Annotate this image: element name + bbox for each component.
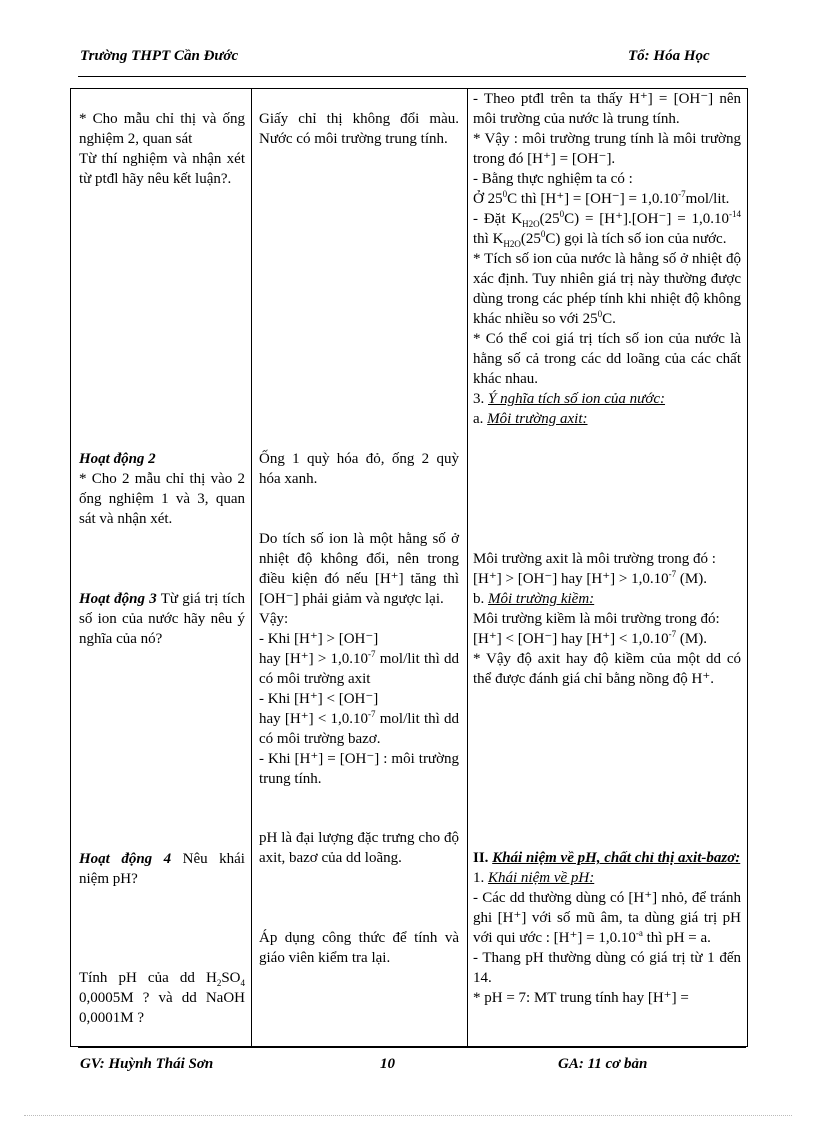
footer-rule: [78, 1047, 746, 1048]
ph-concept-heading: Khái niệm về pH:: [488, 870, 595, 886]
activity-2-text: * Cho 2 mẫu chỉ thị vào 2 ống nghiệm 1 và 3, quan sát và nhận xét.: [79, 471, 245, 527]
lesson-content-bottom: II. Khái niệm về pH, chất chỉ thị axit-bazơ: 1. Khái niệm về pH: - Các dd thường dùng có [H⁺] nhỏ, để tránh ghi [H⁺] với số mũ âm, ta dùng giá trị pH với qui ước : $[H^+] = 1,0.10^{-a}$ thì pH = a. - Thang pH thường dùng có giá trị từ 1 đến 14. * pH = 7: MT trung tính hay [H⁺] =: [473, 850, 741, 1006]
school-name: Trường THPT Cần Đước: [80, 48, 239, 64]
department-name: Tổ: Hóa Học: [628, 48, 710, 64]
student-answer-5: Áp dụng công thức để tính và giáo viên kiểm tra lại.: [259, 930, 459, 966]
page-edge: [24, 1115, 792, 1116]
activity-4: [79, 849, 245, 889]
lesson-table: [70, 88, 748, 1047]
activity-3: [79, 589, 245, 649]
activity-4-title: Hoạt động 4: [79, 851, 172, 867]
section-2-heading: Khái niệm về pH, chất chỉ thị axit-bazơ:: [492, 850, 741, 866]
student-obs-2: Ống 1 quỳ hóa đỏ, ống 2 quỳ hóa xanh.: [259, 451, 459, 487]
activity-2: [79, 449, 245, 529]
activity-3-text: Từ giá trị tích số ion của nước hãy nêu ý nghĩa của nó?: [79, 591, 245, 647]
activity-2-title: Hoạt động 2: [79, 451, 156, 467]
activity-3-title: Hoạt động 3: [79, 591, 157, 607]
column-divider: [251, 89, 252, 1046]
activity-1-text: * Cho mẫu chỉ thị và ống nghiệm 2, quan sát Từ thí nghiệm và nhận xét từ ptđl hãy nêu kết luận?.: [79, 111, 245, 187]
student-answer-3: Do tích số ion là một hằng số ở nhiệt độ không đổi, nên trong điều kiện đó nếu [H⁺] tăng thì [OH⁻] phải giảm và ngược lại. Vậy: - Khi [H⁺] > [OH⁻] hay $[H^+] > 1,0.10^{-7}$ mol/lit thì dd có môi trường axit - Khi [H⁺] < [OH⁻] hay $[H^+] < 1,0.10^{-7}$ mol/lit thì dd có môi trường bazơ. - Khi [H⁺] = [OH⁻] : môi trường trung tính.: [259, 531, 460, 787]
teacher-name: GV: Huỳnh Thái Sơn: [80, 1056, 214, 1072]
page-number: 10: [380, 1056, 395, 1072]
student-answer-4: pH là đại lượng đặc trưng cho độ axit, bazơ của dd loãng.: [259, 830, 459, 866]
exercise-question: Tính pH của dd $H_2SO_4$ 0,0005M ? và dd NaOH 0,0001M ?: [79, 970, 245, 1026]
student-obs-1: Giấy chỉ thị không đổi màu. Nước có môi trường trung tính.: [259, 111, 459, 147]
header-rule: [78, 76, 746, 77]
section-3-heading: Ý nghĩa tích số ion của nước:: [488, 391, 666, 407]
lesson-content-mid: Môi trường axit là môi trường trong đó : [H⁺] > [OH⁻] hay $[H^+] > 1,0.10^{-7}$ (M). b. Môi trường kiềm: Môi trường kiềm là môi trường trong đó: [H⁺] < [OH⁻] hay $[H^+] < 1,0.10^{-7}$ (M). * Vậy độ axit hay độ kiềm của một dd có thể được đánh giá chỉ bằng nồng độ H⁺.: [473, 551, 741, 687]
lesson-content-top: - Theo ptđl trên ta thấy H⁺] = [OH⁻] nên môi trường của nước là trung tính. * Vậy : môi trường trung tính là môi trường trong đó [H⁺] = [OH⁻]. - Bằng thực nghiệm ta có : Ở $25^0C$ thì $[H^+] = [OH^-] = 1,0.10^{-7}mol$/lit. - Đặt $K_{H2O}(25^0C) = [H^+].[OH^-] = 1,0.10^{-14}$ thì $K_{H2O}(25^0C)$ gọi là tích số ion của nước. * Tích số ion của nước là hằng số ở nhiệt độ xác định. Tuy nhiên giá trị này thường được dùng trong các phép tính khi nhiệt độ không khác nhiều so với $25^0C$. * Có thể coi giá trị tích số ion của nước là hằng số cả trong các dd loãng của các chất khác nhau. 3. Ý nghĩa tích số ion của nước: a. Môi trường axit:: [473, 91, 741, 427]
activity-4-text: Nêu khái niệm pH?: [79, 851, 245, 887]
column-divider: [467, 89, 468, 1046]
acid-env-heading: Môi trường axit:: [487, 411, 588, 427]
lesson-plan-label: GA: 11 cơ bản: [558, 1056, 648, 1072]
base-env-heading: Môi trường kiềm:: [488, 591, 595, 607]
